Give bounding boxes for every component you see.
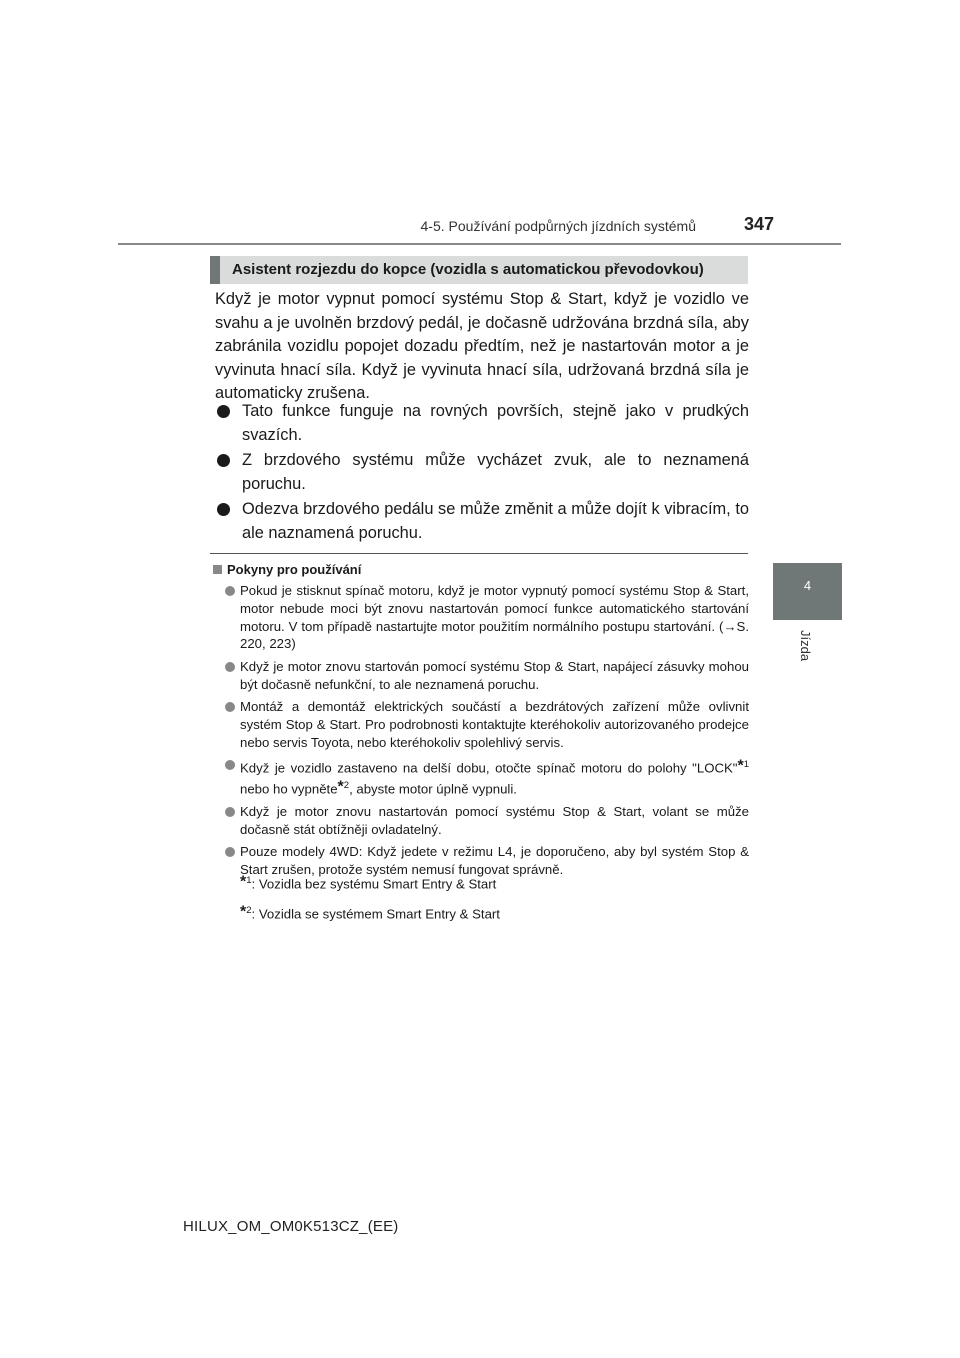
bullet-dot-icon [217,454,230,467]
header-rule [118,243,841,245]
chapter-tab [773,563,842,620]
bullet-dot-icon [225,662,235,672]
square-marker-icon [213,565,222,574]
list-item: Z brzdového systému může vycházet zvuk, ale to neznamená poruchu. [215,449,749,496]
list-item: Odezva brzdového pedálu se může změnit a může dojít k vibracím, to ale naznamená poruchu. [215,498,749,545]
bullet-dot-icon [225,702,235,712]
footnote-1: *$^1$: Vozidla bez systému Smart Entry & Start [240,873,497,892]
footnote-star: * [737,757,744,775]
list-item: Když je vozidlo zastaveno na delší dobu, otočte spínač motoru do polohy "LOCK"*$^1$ nebo ho vypněte*$^2$, abyste motor úplně vypnuli. [224,756,749,798]
notes-title: Pokyny pro používání [213,562,361,577]
notes-list [224,582,749,883]
list-item: Tato funkce funguje na rovných površích, stejně jako v prudkých svazích. [215,400,749,447]
document-id: HILUX_OM_OM0K513CZ_(EE) [183,1218,399,1235]
chapter-tab-number: 4 [803,578,812,593]
list-item: Když je motor znovu startován pomocí systému Stop & Start, napájecí zásuvky mohou být dočasně nefunkční, to ale neznamená poruchu. [224,658,749,694]
page-number: 347 [743,214,774,234]
footnote-2: *$^2$: Vozidla se systémem Smart Entry & Start [240,903,500,922]
list-item: Montáž a demontáž elektrických součástí a bezdrátových zařízení může ovlivnit systém Stop & Start. Pro podrobnosti kontaktujte kteréhokoliv autorizovaného prodejce nebo servis Toyota, nebo kteréhokoliv spolehlivý servis. [224,698,749,751]
bullet-dot-icon [217,503,230,516]
footnote-star: * [337,778,344,796]
bullet-dot-icon [225,847,235,857]
notes-divider [210,553,748,554]
section-heading: Asistent rozjezdu do kopce (vozidla s automatickou převodovkou) [210,256,748,284]
list-item: Pokud je stisknut spínač motoru, když je motor vypnutý pomocí systému Stop & Start, motor nebude moci být znovu nastartován pomocí funkce automatického startování motoru. V tom případě nastartujte motor použitím normálního postupu startování. (→S. 220, 223) [224,582,749,653]
bullet-dot-icon [217,405,230,418]
list-item: Když je motor znovu nastartován pomocí systému Stop & Start, volant se může dočasně stát obtížněji ovladatelný. [224,803,749,839]
footnotes [240,872,740,933]
bullet-dot-icon [225,586,235,596]
bullet-dot-icon [225,807,235,817]
feature-bullets [215,400,749,547]
chapter-tab-label: Jízda [798,630,813,662]
chapter-title: 4-5. Používání podpůrných jízdních systémů [420,218,696,234]
list-item: Pouze modely 4WD: Když jedete v režimu L4, je doporučeno, aby byl systém Stop & Start zrušen, protože systém nemusí fungovat správně. [224,843,749,879]
bullet-dot-icon [225,760,235,770]
intro-paragraph: Když je motor vypnut pomocí systému Stop & Start, když je vozidlo ve svahu a je uvolněn brzdový pedál, je dočasně udržována brzdná síla, aby zabránila vozidlu popojet dozadu předtím, než je nastartován motor a je vyvinuta hnací síla. Když je vyvinuta hnací síla, udržovaná brzdná síla je automaticky zrušena. [215,290,749,402]
